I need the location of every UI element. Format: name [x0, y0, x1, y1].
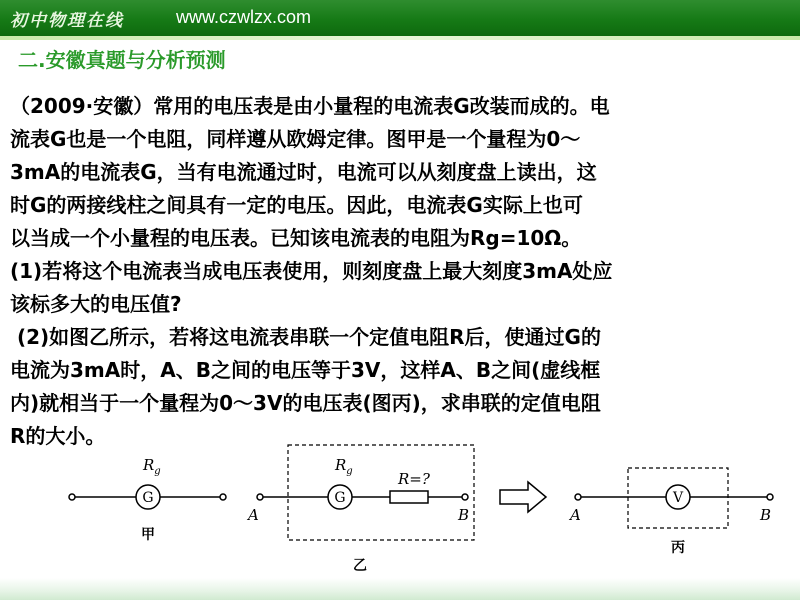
- rg-label: $R_g$: [143, 456, 161, 477]
- caption-bing: 丙: [671, 540, 685, 556]
- problem-line: 流表G也是一个电阻，同样遵从欧姆定律。图甲是一个量程为0～: [10, 127, 581, 151]
- circuit-figure: [60, 440, 790, 580]
- footer-band: [0, 578, 800, 600]
- problem-line: 内)就相当于一个量程为0～3V的电压表(图丙)，求串联的定值电阻: [10, 391, 601, 415]
- terminal-b-label: B: [760, 506, 772, 524]
- resistor-label: R=?: [398, 470, 430, 488]
- dashed-box: [288, 445, 474, 540]
- problem-line: R的大小。: [10, 424, 106, 448]
- terminal-dot: [257, 494, 263, 500]
- voltmeter-letter: V: [672, 490, 684, 506]
- circuit-jia: [69, 456, 226, 543]
- circuit-yi: [246, 445, 474, 574]
- terminal-a-label: A: [570, 506, 581, 524]
- problem-line: 3mA的电流表G，当有电流通过时，电流可以从刻度盘上读出，这: [10, 160, 597, 184]
- header-stripe: [0, 36, 800, 40]
- terminal-dot: [462, 494, 468, 500]
- resistor-symbol: [390, 491, 428, 503]
- site-header: [0, 0, 800, 36]
- problem-line: 时G的两接线柱之间具有一定的电压。因此，电流表G实际上也可: [10, 193, 583, 217]
- galvanometer-letter: G: [142, 490, 154, 506]
- galvanometer-letter: G: [334, 490, 346, 506]
- problem-line: (1)若将这个电流表当成电压表使用，则刻度盘上最大刻度3mA处应: [10, 259, 613, 283]
- caption-yi: 乙: [353, 558, 367, 574]
- terminal-dot: [220, 494, 226, 500]
- section-title: 二.安徽真题与分析预测: [18, 48, 226, 72]
- terminal-b-label: B: [458, 506, 470, 524]
- site-url[interactable]: www.czwlzx.com: [176, 7, 312, 27]
- problem-line: （2009·安徽）常用的电压表是由小量程的电流表G改装而成的。电: [10, 94, 610, 118]
- problem-line: 电流为3mA时，A、B之间的电压等于3V，这样A、B之间(虚线框: [10, 358, 601, 382]
- problem-line: (2)如图乙所示，若将这电流表串联一个定值电阻R后，使通过G的: [10, 325, 601, 349]
- terminal-a-label: A: [248, 506, 259, 524]
- terminal-dot: [767, 494, 773, 500]
- terminal-dot: [575, 494, 581, 500]
- problem-line: 以当成一个小量程的电压表。已知该电流表的电阻为Rg=10Ω。: [10, 226, 582, 250]
- site-logo: 初中物理在线: [10, 11, 124, 31]
- arrow-icon: [500, 482, 546, 512]
- circuit-bing: [568, 468, 773, 556]
- problem-line: 该标多大的电压值?: [10, 292, 182, 316]
- caption-jia: 甲: [141, 527, 155, 543]
- terminal-dot: [69, 494, 75, 500]
- rg-label: $R_g$: [335, 456, 353, 477]
